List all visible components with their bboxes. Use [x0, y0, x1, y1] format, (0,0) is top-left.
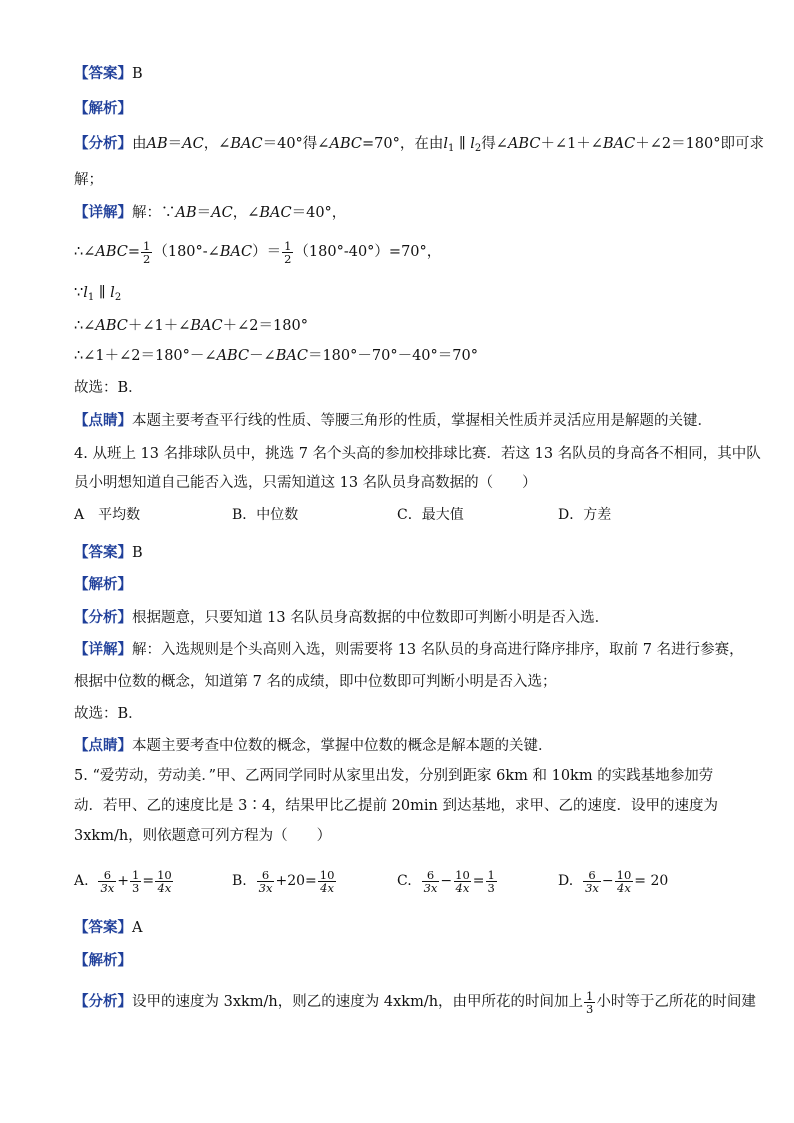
denominator: 3x — [100, 880, 115, 895]
q4-option-b: B．中位数 — [232, 507, 299, 523]
text: 设甲的速度为 3xkm/h，则乙的速度为 4xkm/h，由甲所花的时间加上 — [132, 994, 584, 1010]
fenxi-tag: 【分析】 — [74, 993, 132, 1010]
text: ＝40°得∠ — [262, 136, 330, 152]
q4-fenxi-line — [74, 608, 609, 628]
q4-option-a: A 平均数 — [74, 507, 141, 523]
numerator: 6 — [426, 867, 435, 882]
q4-option-d: D．方差 — [558, 507, 612, 523]
q5-option-d — [558, 864, 668, 898]
text: 由 — [132, 136, 147, 152]
text: 解：入选规则是个头高则入选，则需要将 13 名队员的身高进行降序排序，取前 7 名进行参赛， — [132, 642, 744, 658]
answer-value: B — [132, 545, 143, 561]
fraction-third — [584, 990, 595, 1015]
fraction-half — [141, 240, 152, 265]
text: ＋∠1＋∠ — [127, 318, 191, 334]
math-var: l — [83, 285, 88, 301]
analysis-tag: 【解析】 — [74, 576, 132, 593]
math-var: AB — [175, 205, 197, 221]
q4-dianjing-line — [74, 736, 553, 756]
q5-stem-1: 5. “爱劳动，劳动美．”甲、乙两同学同时从家里出发，分别到距家 6km 和 10km 的实践基地参加劳 — [74, 768, 714, 784]
numerator: 10 — [616, 867, 632, 882]
math-var: ABC — [507, 136, 541, 152]
text: 小时等于乙所花的时间建 — [596, 994, 756, 1010]
text: ，∠ — [203, 136, 231, 152]
fraction — [257, 869, 275, 894]
denominator: 4x — [455, 880, 470, 895]
text: ＝ — [167, 136, 183, 152]
fenxi-line — [74, 134, 764, 159]
numerator: 6 — [261, 867, 270, 882]
text: ＝180°－70°－40°＝70° — [307, 348, 478, 364]
fraction — [155, 869, 174, 894]
q4-xiangjie-line — [74, 640, 744, 660]
fraction — [98, 869, 116, 894]
text: ＝40°， — [291, 205, 347, 221]
text: ∵ — [74, 285, 84, 301]
answer-value: A — [132, 920, 143, 936]
fraction — [318, 869, 337, 894]
q4-stem-2: 员小明想知道自己能否入选，只需知道这 13 名队员身高数据的（ ） — [74, 475, 537, 491]
text: －∠ — [249, 348, 276, 364]
text: （180°-∠ — [153, 244, 220, 260]
text: 根据题意，只要知道 13 名队员身高数据的中位数即可判断小明是否入选． — [132, 610, 610, 626]
fraction — [486, 869, 497, 894]
option-label: D. — [558, 873, 574, 889]
operator: + — [117, 873, 130, 889]
denominator: 3x — [423, 880, 438, 895]
q4-analysis-heading — [74, 575, 132, 595]
answer-value: B — [132, 66, 143, 82]
text: ∴∠ — [74, 244, 96, 260]
text: ∴∠ — [74, 318, 96, 334]
math-var: ABC — [95, 244, 128, 260]
q5-stem-3: 3xkm/h，则依题意可列方程为（ ） — [74, 828, 332, 844]
answer-tag: 【答案】 — [74, 919, 132, 936]
subscript: 2 — [474, 143, 482, 154]
math-var: AC — [182, 136, 204, 152]
operator: = — [472, 873, 485, 889]
fraction-half — [282, 240, 293, 265]
answer-tag: 【答案】 — [74, 544, 132, 561]
fraction — [453, 869, 472, 894]
q4-xiangjie-cont: 根据中位数的概念，知道第 7 名的成绩，即中位数即可判断小明是否入选； — [74, 674, 557, 690]
operator: +20= — [275, 873, 317, 889]
denominator: 2 — [284, 251, 292, 266]
text: ＋∠2＝180° — [222, 318, 308, 334]
text: （180°-40°）=70°， — [294, 244, 442, 260]
fraction — [583, 869, 601, 894]
xiangjie-tag: 【详解】 — [74, 204, 132, 221]
denominator: 4x — [157, 880, 172, 895]
dianjing-tag: 【点睛】 — [74, 737, 132, 754]
text: 本题主要考查中位数的概念，掌握中位数的概念是解本题的关键． — [132, 738, 553, 754]
analysis-tag: 【解析】 — [74, 100, 132, 117]
text: 本题主要考查平行线的性质、等腰三角形的性质，掌握相关性质并灵活应用是解题的关键． — [132, 413, 712, 429]
math-var: BAC — [259, 205, 292, 221]
text: ∴∠1＋∠2＝180°－∠ — [74, 348, 217, 364]
denominator: 3 — [586, 1001, 594, 1016]
numerator: 10 — [157, 867, 172, 882]
step-abc-line — [74, 238, 441, 266]
denominator: 2 — [143, 251, 151, 266]
numerator: 6 — [103, 867, 112, 882]
q5-option-c — [397, 864, 498, 898]
xiangjie-tag: 【详解】 — [74, 641, 132, 658]
text: = — [127, 244, 141, 260]
fraction — [615, 869, 634, 894]
xiangjie-line — [74, 203, 346, 223]
analysis-tag: 【解析】 — [74, 952, 132, 969]
text: ∥ — [454, 136, 471, 152]
numerator: 1 — [284, 238, 292, 253]
numerator: 10 — [455, 867, 470, 882]
numerator: 6 — [588, 867, 596, 882]
numerator: 1 — [132, 867, 140, 882]
subscript: 2 — [114, 292, 122, 303]
dianjing-line — [74, 411, 712, 431]
text: ）＝ — [252, 244, 282, 260]
q4-choice-line: 故选：B． — [74, 706, 143, 722]
result-line — [74, 346, 478, 366]
q5-option-b — [232, 864, 337, 898]
fenxi-tag: 【分析】 — [74, 609, 132, 626]
math-var: ABC — [216, 348, 250, 364]
math-var: AC — [211, 205, 233, 221]
math-var: ABC — [329, 136, 362, 152]
q4-option-c: C．最大值 — [397, 507, 464, 523]
analysis-heading — [74, 99, 132, 119]
option-label: A. — [74, 873, 89, 889]
option-label: B. — [232, 873, 247, 889]
text: =70°，在由 — [361, 136, 444, 152]
text: ，∠ — [232, 205, 260, 221]
denominator: 3 — [487, 880, 495, 895]
operator: = 20 — [634, 873, 669, 889]
choice-line: 故选：B． — [74, 380, 143, 396]
text: 得∠ — [481, 136, 508, 152]
numerator: 10 — [319, 867, 335, 882]
sum-line — [74, 316, 308, 336]
option-label: C. — [397, 873, 412, 889]
fraction — [130, 869, 141, 894]
math-var: ABC — [95, 318, 128, 334]
denominator: 3x — [585, 880, 599, 895]
subscript: 1 — [87, 292, 95, 303]
dianjing-tag: 【点睛】 — [74, 412, 132, 429]
q5-fenxi-line — [74, 988, 756, 1016]
fenxi-tag: 【分析】 — [74, 135, 132, 152]
math-var: l — [443, 136, 448, 152]
math-var: BAC — [190, 318, 223, 334]
text: ∥ — [94, 285, 111, 301]
text: 解：∵ — [132, 205, 176, 221]
denominator: 4x — [617, 880, 631, 895]
subscript: 1 — [447, 143, 455, 154]
numerator: 1 — [487, 867, 495, 882]
answer-line — [74, 64, 143, 84]
denominator: 3 — [132, 880, 140, 895]
q5-answer-line — [74, 918, 142, 938]
math-var: l — [110, 285, 115, 301]
q5-analysis-heading — [74, 951, 132, 971]
math-var: BAC — [275, 348, 308, 364]
math-var: l — [470, 136, 475, 152]
q4-stem-1: 4. 从班上 13 名排球队员中，挑选 7 名个头高的参加校排球比赛．若这 13 名队员的身高各不相同，其中队 — [74, 446, 761, 462]
fenxi-cont: 解； — [74, 172, 103, 188]
math-var: BAC — [602, 136, 636, 152]
operator: = — [142, 873, 155, 889]
operator: − — [601, 873, 614, 889]
math-var: BAC — [230, 136, 263, 152]
math-var: AB — [146, 136, 168, 152]
denominator: 4x — [320, 880, 334, 895]
operator: − — [440, 873, 453, 889]
q5-option-a — [74, 864, 175, 898]
math-var: BAC — [219, 244, 253, 260]
fraction — [422, 869, 440, 894]
q5-stem-2: 动．若甲、乙的速度比是 3∶4，结果甲比乙提前 20min 到达基地，求甲、乙的速度．设甲的速度为 — [74, 798, 718, 814]
text: ＋∠1＋∠ — [540, 136, 603, 152]
answer-tag: 【答案】 — [74, 65, 132, 82]
numerator: 1 — [586, 988, 594, 1003]
numerator: 1 — [143, 238, 151, 253]
parallel-line — [74, 283, 121, 308]
text: ＝ — [196, 205, 212, 221]
denominator: 3x — [258, 880, 273, 895]
text: ＋∠2＝180°即可求 — [635, 136, 765, 152]
q4-answer-line — [74, 543, 143, 563]
